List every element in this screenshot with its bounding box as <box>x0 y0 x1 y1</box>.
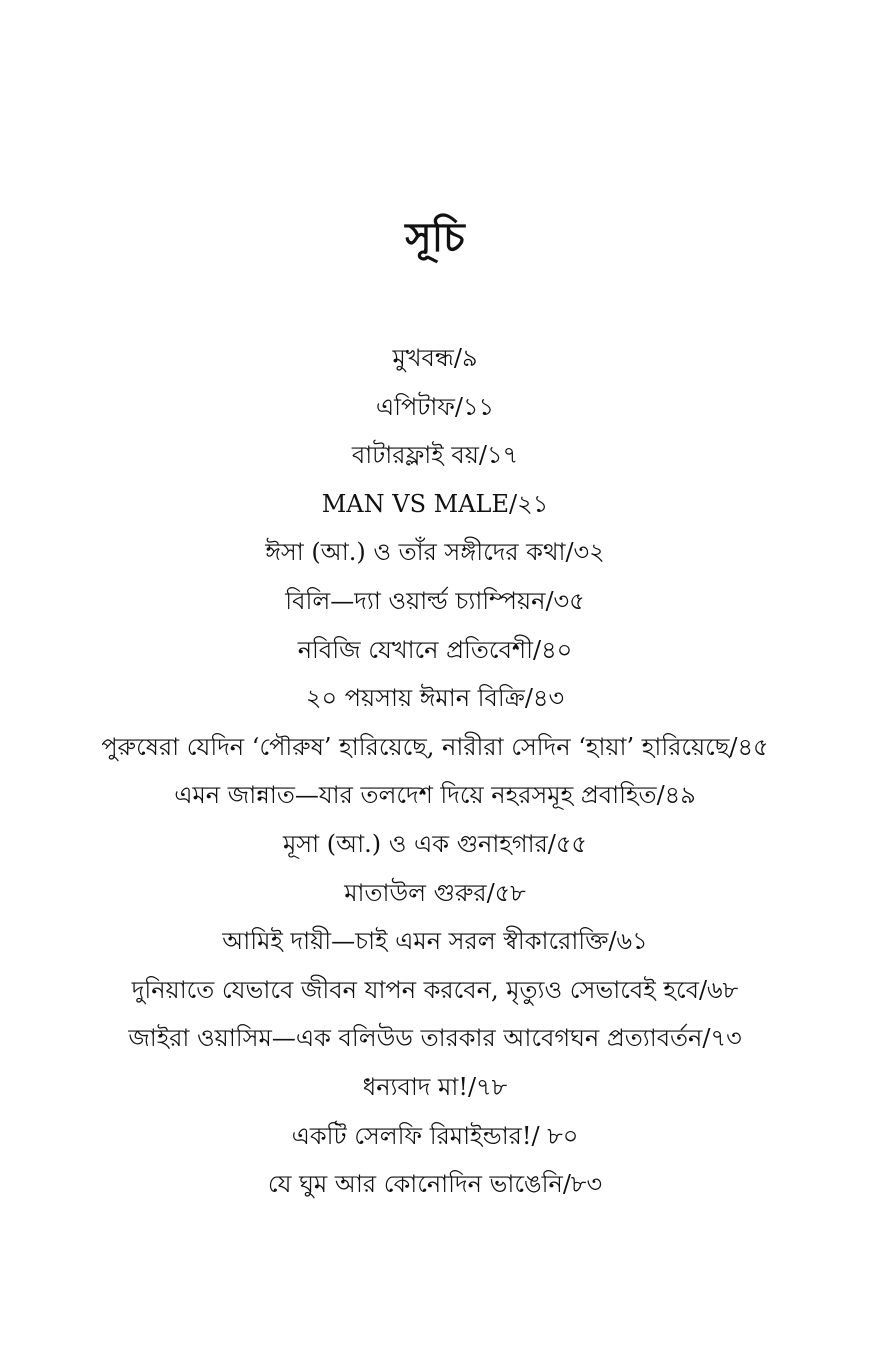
toc-entry: জাইরা ওয়াসিম—এক বলিউড তারকার আবেগঘন প্রত্যাবর্তন/৭৩ <box>128 1024 742 1053</box>
toc-entry: এপিটাফ/১১ <box>375 392 495 421</box>
table-of-contents <box>60 334 810 1209</box>
toc-entry: MAN VS MALE/২১ <box>321 489 549 518</box>
toc-entry: মূসা (আ.) ও এক গুনাহগার/৫৫ <box>282 829 588 858</box>
toc-entry: আমিই দায়ী—চাই এমন সরল স্বীকারোক্তি/৬১ <box>222 927 648 956</box>
toc-entry: মাতাউল গুরুর/৫৮ <box>344 878 526 907</box>
toc-entry: ধন্যবাদ মা!/৭৮ <box>362 1072 508 1101</box>
toc-entry: বাটারফ্লাই বয়/১৭ <box>351 441 519 470</box>
toc-entry: নবিজি যেখানে প্রতিবেশী/৪০ <box>297 635 573 664</box>
toc-entry: পুরুষেরা যেদিন ‘পৌরুষ’ হারিয়েছে, নারীরা সেদিন ‘হায়া’ হারিয়েছে/৪৫ <box>101 732 769 761</box>
toc-entry: একটি সেলফি রিমাইন্ডার!/ ৮০ <box>291 1121 579 1150</box>
toc-entry: মুখবন্ধ/৯ <box>392 344 478 372</box>
toc-entry: দুনিয়াতে যেভাবে জীবন যাপন করবেন, মৃত্যুও সেভাবেই হবে/৬৮ <box>131 975 739 1004</box>
toc-entry: যে ঘুম আর কোনোদিন ভাঙেনি/৮৩ <box>267 1170 603 1199</box>
toc-entry: এমন জান্নাত—যার তলদেশ দিয়ে নহরসমূহ প্রবাহিত/৪৯ <box>174 781 696 810</box>
toc-entry: ২০ পয়সায় ঈমান বিক্রি/৪৩ <box>305 684 565 713</box>
toc-entry: ঈসা (আ.) ও তাঁর সঙ্গীদের কথা/৩২ <box>265 538 605 567</box>
toc-entry: বিলি—দ্যা ওয়ার্ল্ড চ্যাম্পিয়ন/৩৫ <box>285 586 585 615</box>
page-title: সূচি <box>405 214 465 261</box>
